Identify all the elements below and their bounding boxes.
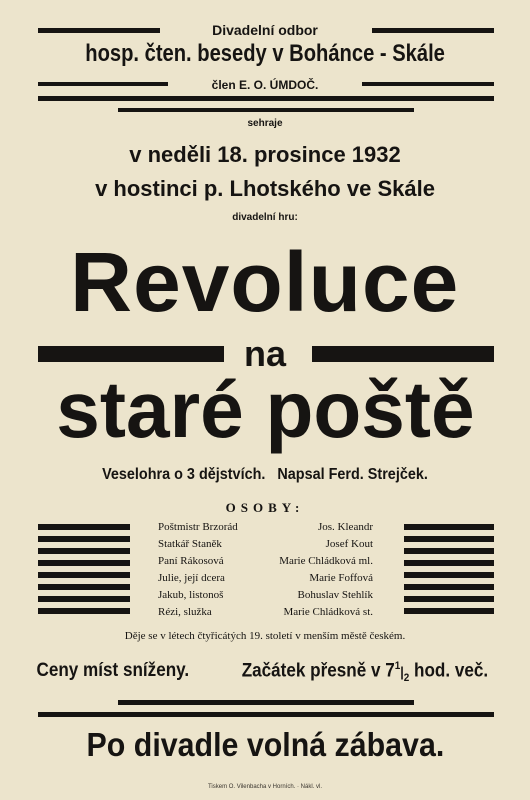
header-rule-right: [362, 82, 494, 86]
start-fraction-num: 1: [395, 660, 401, 672]
title-line2-text: na: [243, 333, 286, 374]
intro-verb: sehraje: [247, 118, 283, 129]
cast-actor: Bohuslav Stehlík: [297, 589, 373, 601]
after-party: [0, 726, 530, 764]
cast-actor: Marie Chládková st.: [283, 606, 373, 618]
footer-rule-top: [118, 700, 414, 705]
cast-role: Paní Rákosová: [158, 555, 224, 567]
prices-start-line: [0, 660, 530, 684]
cast-heading: OSOBY:: [225, 500, 305, 515]
intro-place: v hostinci p. Lhotského ve Skále: [95, 176, 435, 201]
prices-text: Ceny míst sníženy.: [36, 660, 189, 682]
cast-actor: Josef Kout: [325, 538, 373, 550]
intro-date: v neděli 18. prosince 1932: [129, 142, 401, 167]
start-text: Začátek přesně v 7: [242, 660, 396, 682]
title-line1: [0, 232, 530, 332]
start-time: Začátek přesně v $7^1|_2$ hod. več.: [242, 660, 489, 685]
cast-actor: Marie Chládková ml.: [279, 555, 373, 567]
cast-role: Rézi, služka: [158, 606, 212, 618]
cast-role: Statkář Staněk: [158, 538, 222, 550]
header-rule-left: [38, 82, 168, 86]
cast-actor: Marie Foffová: [309, 572, 373, 584]
play-label: divadelní hru:: [232, 212, 298, 223]
header-rule-mid: [118, 108, 414, 112]
cast-role: Jakub, listonoš: [158, 589, 224, 601]
header-rule-full: [38, 96, 494, 101]
footer-rule-full: [38, 712, 494, 717]
title-line3-text: staré poště: [55, 365, 475, 454]
title-line1-text: Revoluce: [70, 235, 460, 329]
cast-role: Julie, její dcera: [158, 572, 225, 584]
header-line2: [0, 40, 530, 68]
header-line2-text: hosp. čten. besedy v Bohánce - Skále: [85, 40, 445, 67]
start-suffix: hod. več.: [409, 660, 489, 682]
title-line3: [0, 362, 530, 458]
after-party-text: Po divadle volná zábava.: [86, 726, 444, 763]
header-line3: člen E. O. ÚMDOČ.: [211, 78, 319, 92]
subtitle-text: Veselohra o 3 dějstvích. Napsal Ferd. Strejček.: [102, 466, 428, 483]
header-line1: Divadelní odbor: [212, 22, 318, 38]
cast-actor: Jos. Kleandr: [318, 521, 373, 533]
cast-role: Poštmistr Brzorád: [158, 521, 238, 533]
start-fraction-den: 2: [404, 672, 410, 685]
subtitle: [0, 466, 530, 484]
setting-note: Děje se v létech čtyřicátých 19. století v menším městě českém.: [124, 630, 406, 642]
printer-imprint: Tiskem O. Vilenbacha v Horních. · Nákl. vl.: [207, 784, 323, 790]
